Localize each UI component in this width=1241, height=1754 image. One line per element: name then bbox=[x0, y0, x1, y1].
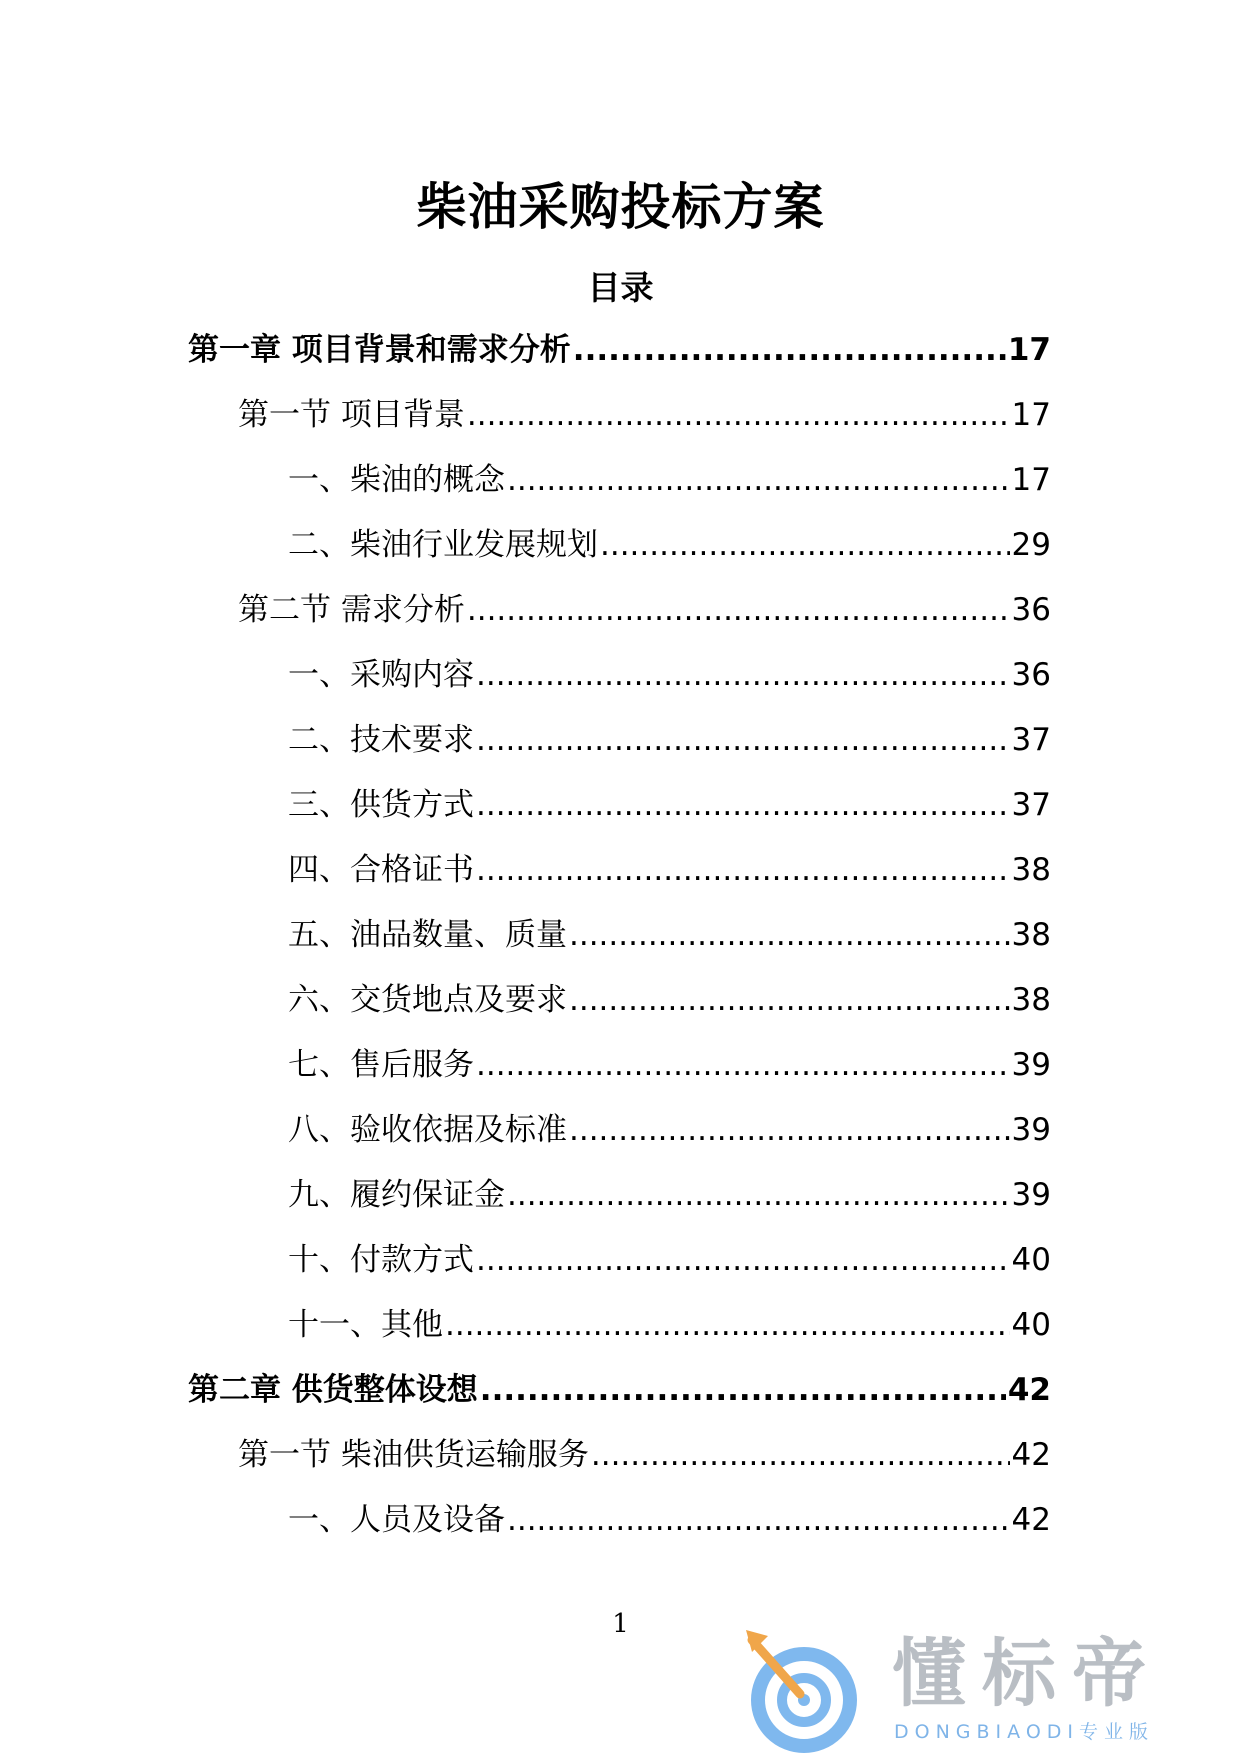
toc-dot-leader bbox=[445, 1303, 1010, 1347]
toc-entry-label: 一、采购内容 bbox=[288, 657, 474, 693]
toc-entry[interactable] bbox=[288, 718, 1051, 783]
toc-entry-page: 38 bbox=[1011, 982, 1051, 1018]
toc-entry[interactable] bbox=[288, 1303, 1051, 1368]
toc-entry-label: 七、售后服务 bbox=[288, 1047, 474, 1083]
toc-entry-label: 八、验收依据及标准 bbox=[288, 1112, 567, 1148]
toc-entry-label: 第二章 供货整体设想 bbox=[188, 1372, 478, 1408]
toc-entry[interactable] bbox=[288, 523, 1051, 588]
toc-entry[interactable] bbox=[288, 1043, 1051, 1108]
toc-entry[interactable] bbox=[238, 588, 1051, 653]
toc-entry-page: 39 bbox=[1011, 1047, 1051, 1083]
toc-entry-page: 37 bbox=[1011, 787, 1051, 823]
toc-entry[interactable] bbox=[288, 783, 1051, 848]
toc-entry-label: 六、交货地点及要求 bbox=[288, 982, 567, 1018]
toc-dot-leader bbox=[573, 328, 1006, 372]
toc-entry-page: 42 bbox=[1011, 1502, 1051, 1538]
toc-dot-leader bbox=[467, 393, 1010, 437]
toc-entry-label: 第一章 项目背景和需求分析 bbox=[188, 332, 571, 368]
toc-entry-page: 38 bbox=[1011, 852, 1051, 888]
toc-dot-leader bbox=[467, 588, 1010, 632]
toc-entry-label: 五、油品数量、质量 bbox=[288, 917, 567, 953]
toc-dot-leader bbox=[476, 783, 1010, 827]
toc-entry[interactable] bbox=[288, 848, 1051, 913]
toc-dot-leader bbox=[591, 1433, 1010, 1477]
toc-dot-leader bbox=[476, 718, 1010, 762]
toc-entry-label: 十一、其他 bbox=[288, 1307, 443, 1343]
toc-dot-leader bbox=[569, 978, 1010, 1022]
toc-entry[interactable] bbox=[288, 1173, 1051, 1238]
toc-entry-label: 一、柴油的概念 bbox=[288, 462, 505, 498]
toc-entry[interactable] bbox=[238, 1433, 1051, 1498]
toc-heading: 目录 bbox=[587, 268, 654, 307]
toc-dot-leader bbox=[507, 1173, 1010, 1217]
toc-entry-label: 一、人员及设备 bbox=[288, 1502, 505, 1538]
toc-entry[interactable] bbox=[288, 913, 1051, 978]
toc-entry-label: 第一节 柴油供货运输服务 bbox=[238, 1437, 589, 1473]
toc-entry[interactable] bbox=[288, 1108, 1051, 1173]
toc-dot-leader bbox=[476, 1043, 1010, 1087]
watermark-name: 懂标帝 bbox=[892, 1631, 1162, 1717]
toc-dot-leader bbox=[476, 848, 1010, 892]
toc-dot-leader bbox=[476, 1238, 1010, 1282]
toc-entries bbox=[0, 328, 1051, 1563]
toc-dot-leader bbox=[480, 1368, 1006, 1412]
toc-entry-page: 39 bbox=[1011, 1177, 1051, 1213]
toc-entry[interactable] bbox=[188, 1368, 1051, 1433]
document-title: 柴油采购投标方案 bbox=[416, 178, 825, 236]
toc-entry-label: 四、合格证书 bbox=[288, 852, 474, 888]
toc-entry-label: 第一节 项目背景 bbox=[238, 397, 465, 433]
toc-entry[interactable] bbox=[188, 328, 1051, 393]
toc-entry-page: 42 bbox=[1007, 1372, 1051, 1408]
toc-entry-page: 40 bbox=[1011, 1242, 1051, 1278]
toc-entry[interactable] bbox=[288, 653, 1051, 718]
toc-entry-page: 17 bbox=[1011, 462, 1051, 498]
toc-entry-page: 36 bbox=[1011, 592, 1051, 628]
toc-entry-page: 39 bbox=[1011, 1112, 1051, 1148]
toc-entry[interactable] bbox=[288, 1498, 1051, 1563]
toc-dot-leader bbox=[569, 1108, 1010, 1152]
toc-entry[interactable] bbox=[288, 978, 1051, 1043]
toc-entry-page: 37 bbox=[1011, 722, 1051, 758]
toc-entry[interactable] bbox=[288, 458, 1051, 523]
toc-dot-leader bbox=[569, 913, 1010, 957]
toc-entry-label: 二、柴油行业发展规划 bbox=[288, 527, 598, 563]
toc-entry-label: 十、付款方式 bbox=[288, 1242, 474, 1278]
toc-entry[interactable] bbox=[288, 1238, 1051, 1303]
toc-entry-page: 38 bbox=[1011, 917, 1051, 953]
toc-entry-page: 42 bbox=[1011, 1437, 1051, 1473]
page-number: 1 bbox=[612, 1609, 629, 1639]
toc-entry-label: 三、供货方式 bbox=[288, 787, 474, 823]
watermark-subtitle: DONGBIAODI专业版 bbox=[894, 1721, 1155, 1743]
toc-entry-page: 40 bbox=[1011, 1307, 1051, 1343]
toc-dot-leader bbox=[507, 458, 1010, 502]
toc-entry-label: 第二节 需求分析 bbox=[238, 592, 465, 628]
toc-dot-leader bbox=[507, 1498, 1010, 1542]
toc-entry-page: 29 bbox=[1011, 527, 1051, 563]
toc-dot-leader bbox=[600, 523, 1010, 567]
toc-entry-page: 36 bbox=[1011, 657, 1051, 693]
toc-entry-page: 17 bbox=[1007, 332, 1051, 368]
toc-dot-leader bbox=[476, 653, 1010, 697]
toc-entry-label: 九、履约保证金 bbox=[288, 1177, 505, 1213]
toc-entry[interactable] bbox=[238, 393, 1051, 458]
table-of-contents bbox=[0, 328, 1241, 1563]
target-arrow-icon bbox=[742, 1628, 870, 1754]
toc-entry-page: 17 bbox=[1011, 397, 1051, 433]
toc-entry-label: 二、技术要求 bbox=[288, 722, 474, 758]
watermark bbox=[742, 1628, 1232, 1748]
